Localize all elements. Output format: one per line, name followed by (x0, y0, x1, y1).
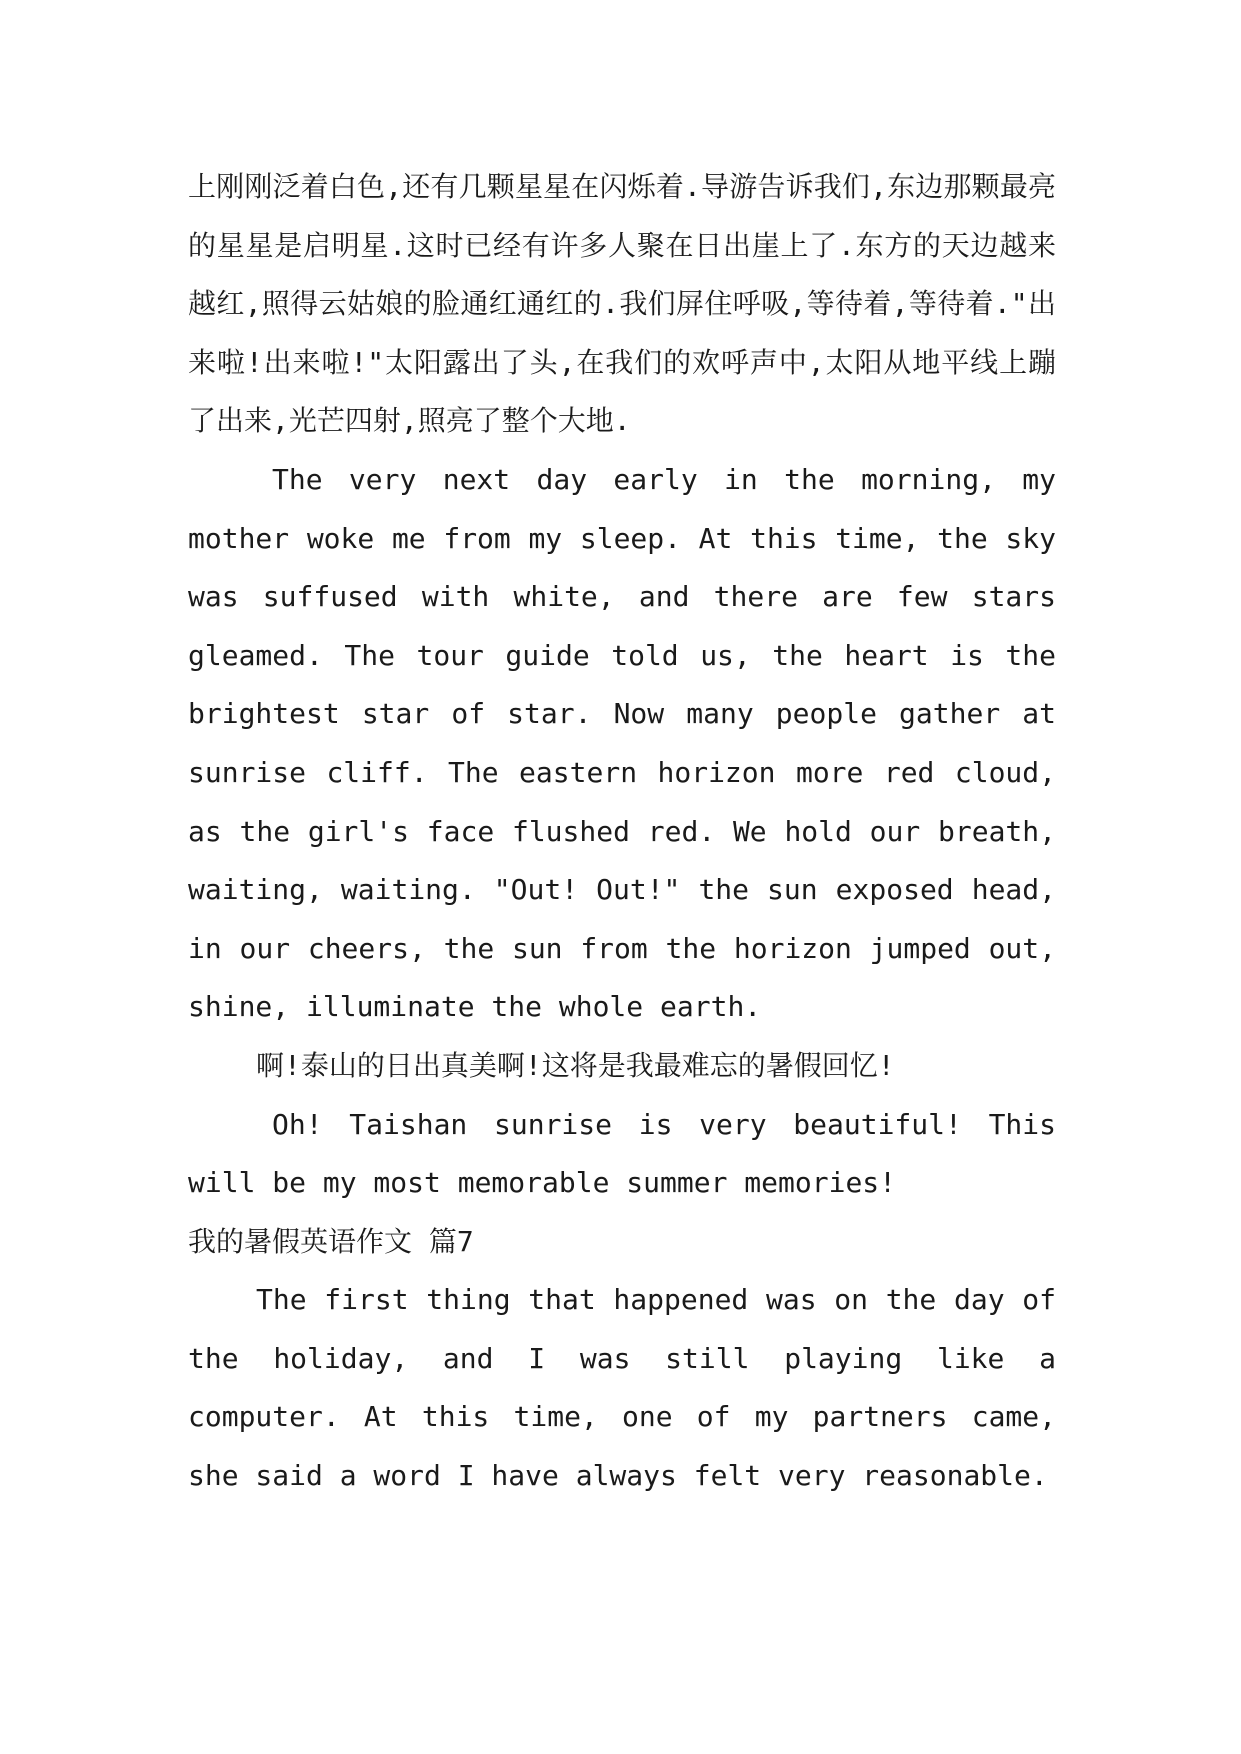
chinese-paragraph-sunrise: 上刚刚泛着白色,还有几颗星星在闪烁着.导游告诉我们,东边那颗最亮的星星是启明星.这时已经有许多人聚在日出崖上了.东方的天边越来越红,照得云姑娘的脸通红通红的.我们屏住呼吸,等待着,等待着."出来啦!出来啦!"太阳露出了头,在我们的欢呼声中,太阳从地平线上蹦了出来,光芒四射,照亮了整个大地. (188, 170, 1056, 438)
chinese-paragraph-conclusion: 啊!泰山的日出真美啊!这将是我最难忘的暑假回忆! (256, 1048, 895, 1082)
english-paragraph-first-thing: The first thing that happened was on the day of the holiday, and I was still playing like a computer. At this time, one of my partners came, she said a word I have always felt very reasonable. (188, 1283, 1056, 1493)
section-heading: 我的暑假英语作文 篇7 (188, 1224, 474, 1258)
english-paragraph-sunrise: The very next day early in the morning, my mother woke me from my sleep. At this time, the sky was suffused with white, and there are few stars gleamed. The tour guide told us, the heart is the brightest star of star. Now many people gather at sunrise cliff. The eastern horizon more red cloud, as the girl's face flushed red. We hold our breath, waiting, waiting. "Out! Out!" the sun exposed head, in our cheers, the sun from the horizon jumped out, shine, illuminate the whole earth. (188, 462, 1056, 1024)
document-page (188, 158, 1056, 1506)
english-paragraph-conclusion: Oh! Taishan sunrise is very beautiful! This will be my most memorable summer memories! (188, 1107, 1056, 1200)
